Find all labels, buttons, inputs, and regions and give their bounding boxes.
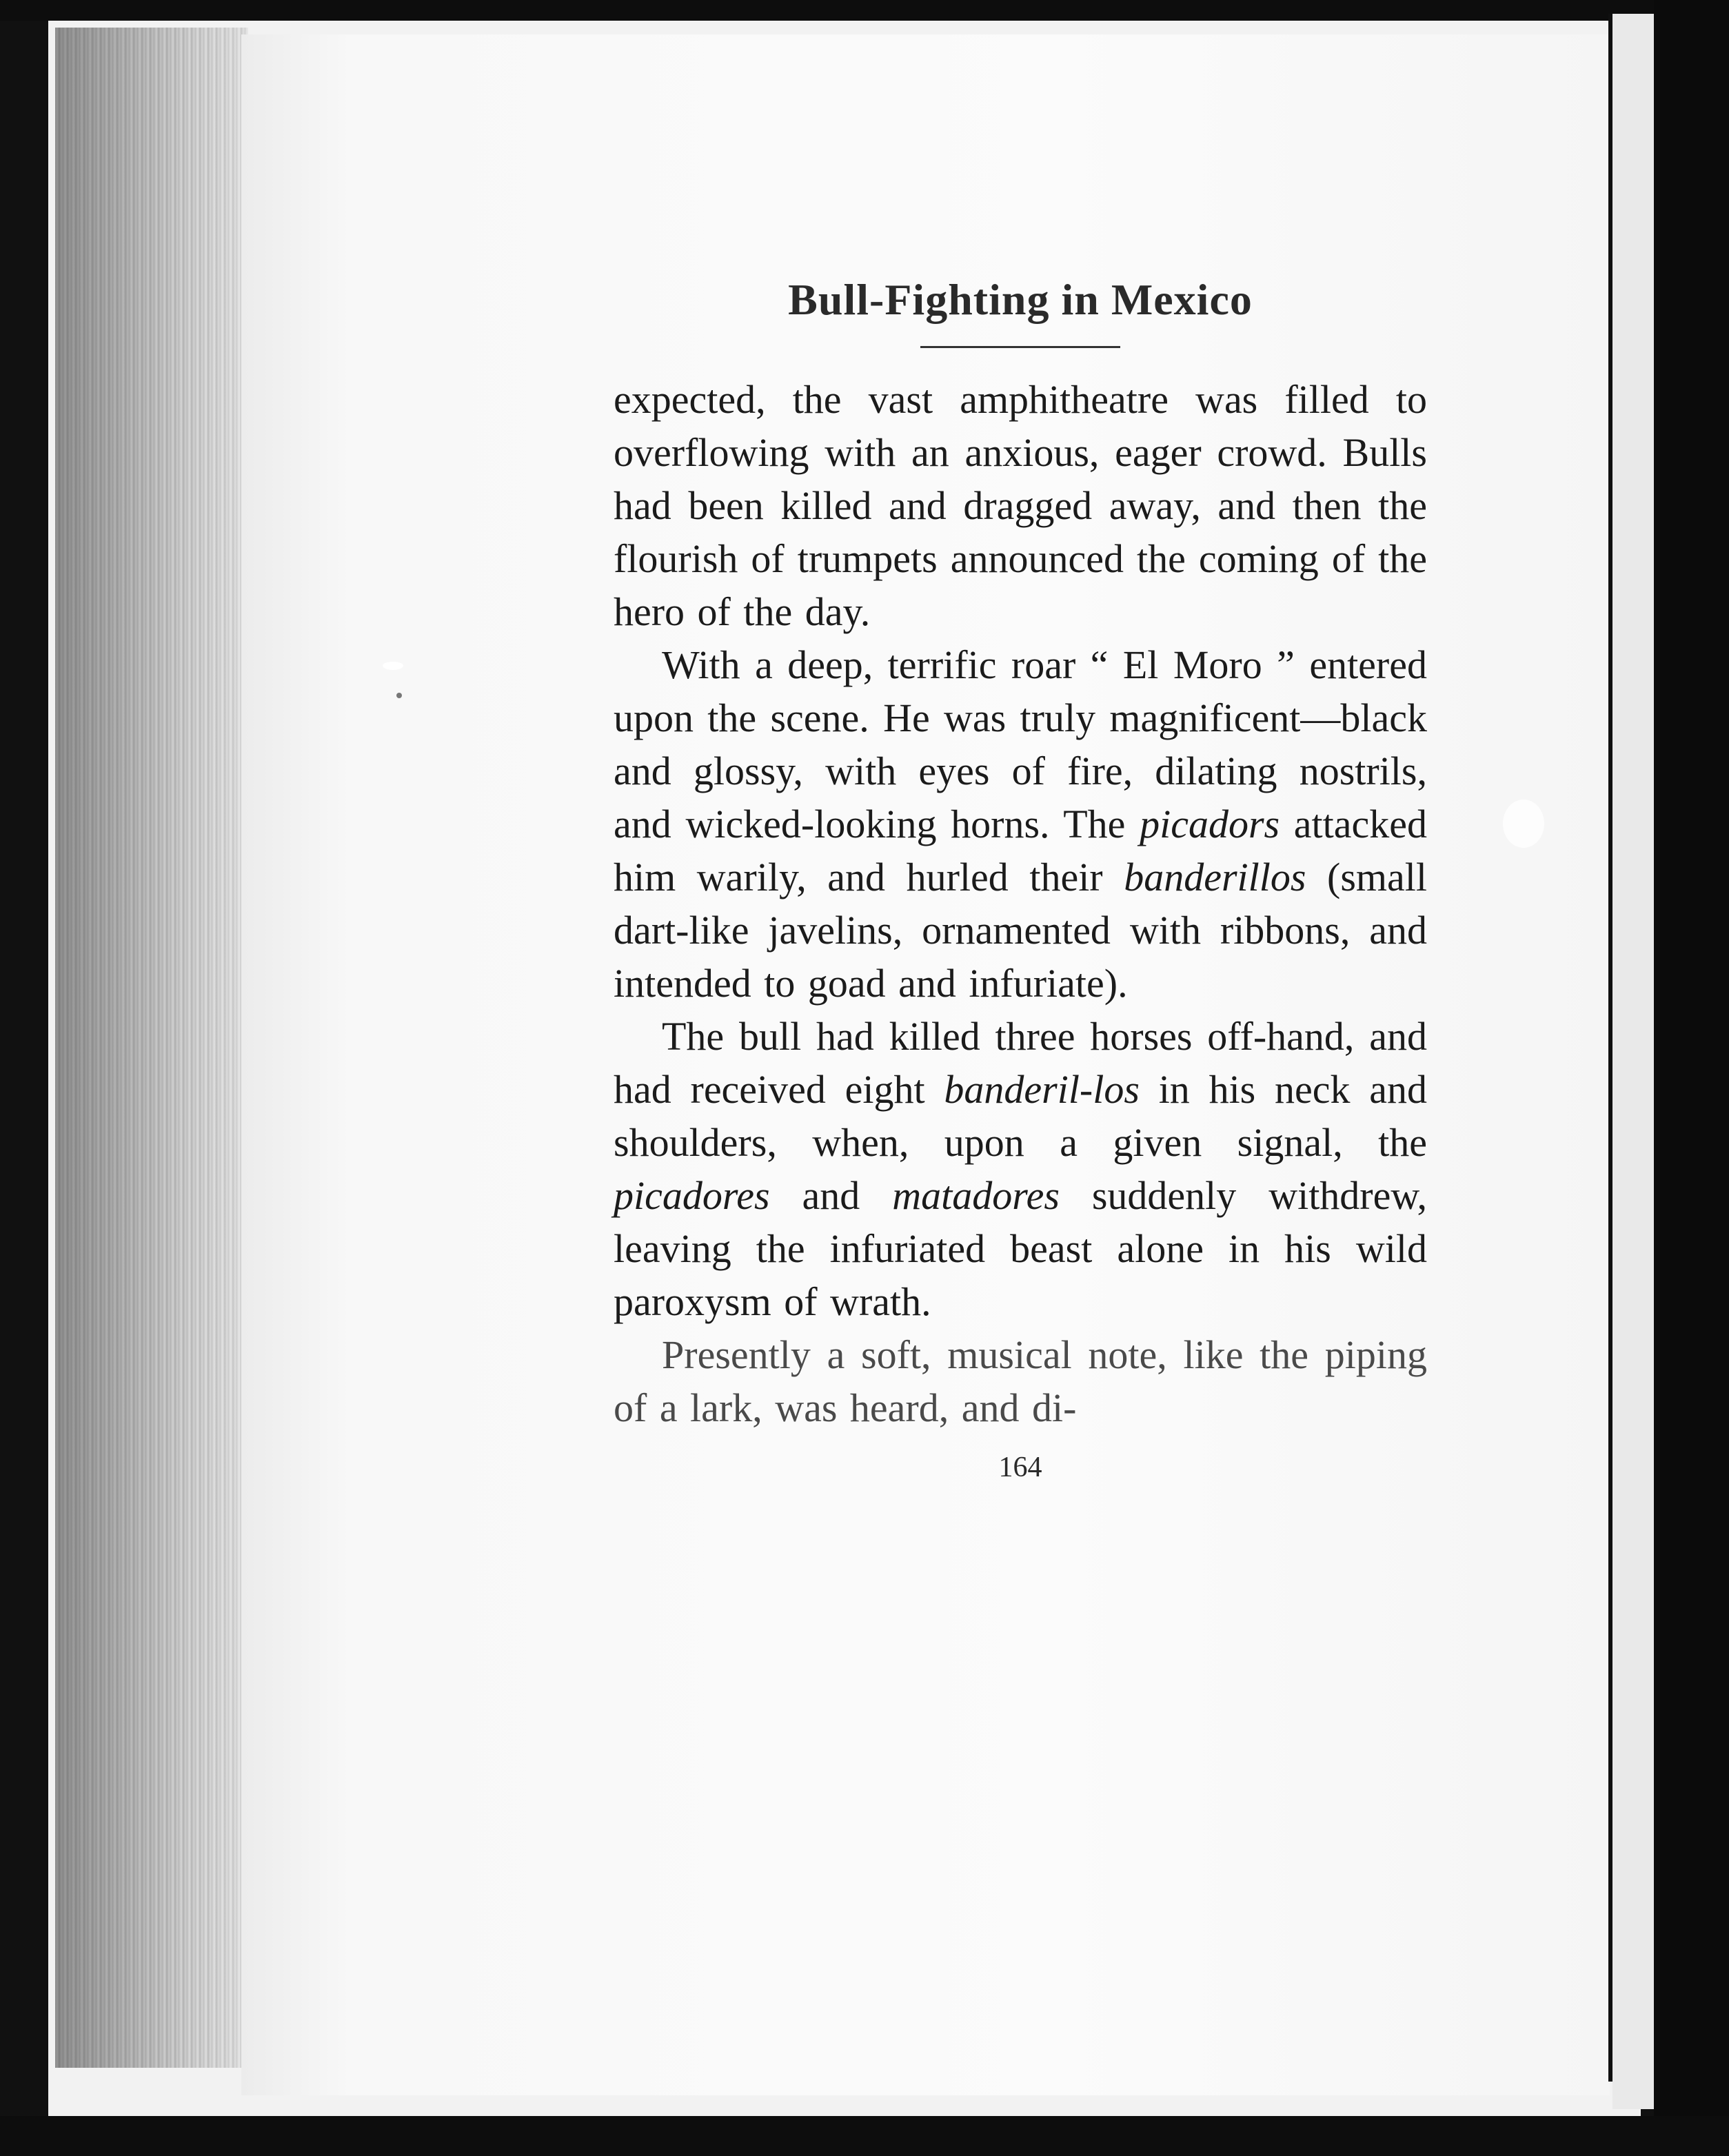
text-run: expected, the vast amphitheatre was filled to overflowing with an anxious, eager crowd. Bulls had been killed and dragged away, and then the flourish of trumpets announced the coming of the hero of the day. [614, 377, 1427, 634]
scan-border-right [1654, 0, 1729, 2156]
italic-term: banderillos [1124, 855, 1306, 899]
italic-term: banderil-los [944, 1067, 1140, 1112]
italic-term: picadores [614, 1173, 770, 1218]
text-run: and [769, 1173, 893, 1218]
text-run: (small dart-like javelins, ornamented with ribbons, and intended to goad and infuriate). [614, 855, 1427, 1006]
text-run: in his neck and shoulders, when, upon a given signal, the [614, 1067, 1427, 1165]
page-text-block [614, 269, 1427, 1484]
dust-speck [1503, 800, 1544, 848]
text-run: With a deep, terrific roar “ El Moro ” entered upon the scene. He was truly magnificent—black and glossy, with eyes of fire, dilating nostrils, and wicked-looking horns. The [614, 642, 1427, 846]
scan-border-top [0, 0, 1729, 21]
text-run: attacked him warily, and hurled their [614, 802, 1427, 899]
running-head: Bull-Fighting in Mexico [788, 275, 1253, 324]
dust-speck [383, 662, 403, 670]
page-edges-shadow [55, 28, 248, 2068]
facing-page-edge [1612, 14, 1654, 2109]
dust-speck [396, 693, 402, 698]
text-run: suddenly withdrew, leaving the infuriated beast alone in his wild paroxysm of wrath. [614, 1173, 1427, 1324]
text-run: The bull had killed three horses off-hand, and had received eight [614, 1014, 1427, 1112]
paragraph [614, 373, 1427, 638]
italic-term: matadores [892, 1173, 1060, 1218]
paragraph [614, 1010, 1427, 1328]
scan-border-bottom [0, 2116, 1729, 2156]
italic-term: picadors [1140, 802, 1280, 846]
body-text [614, 373, 1427, 1434]
text-run: Presently a soft, musical note, like the piping of a lark, was heard, and di- [614, 1332, 1427, 1430]
paragraph [614, 638, 1427, 1010]
paragraph [614, 1328, 1427, 1434]
running-head-rule [920, 346, 1120, 348]
page-number: 164 [998, 1452, 1042, 1483]
